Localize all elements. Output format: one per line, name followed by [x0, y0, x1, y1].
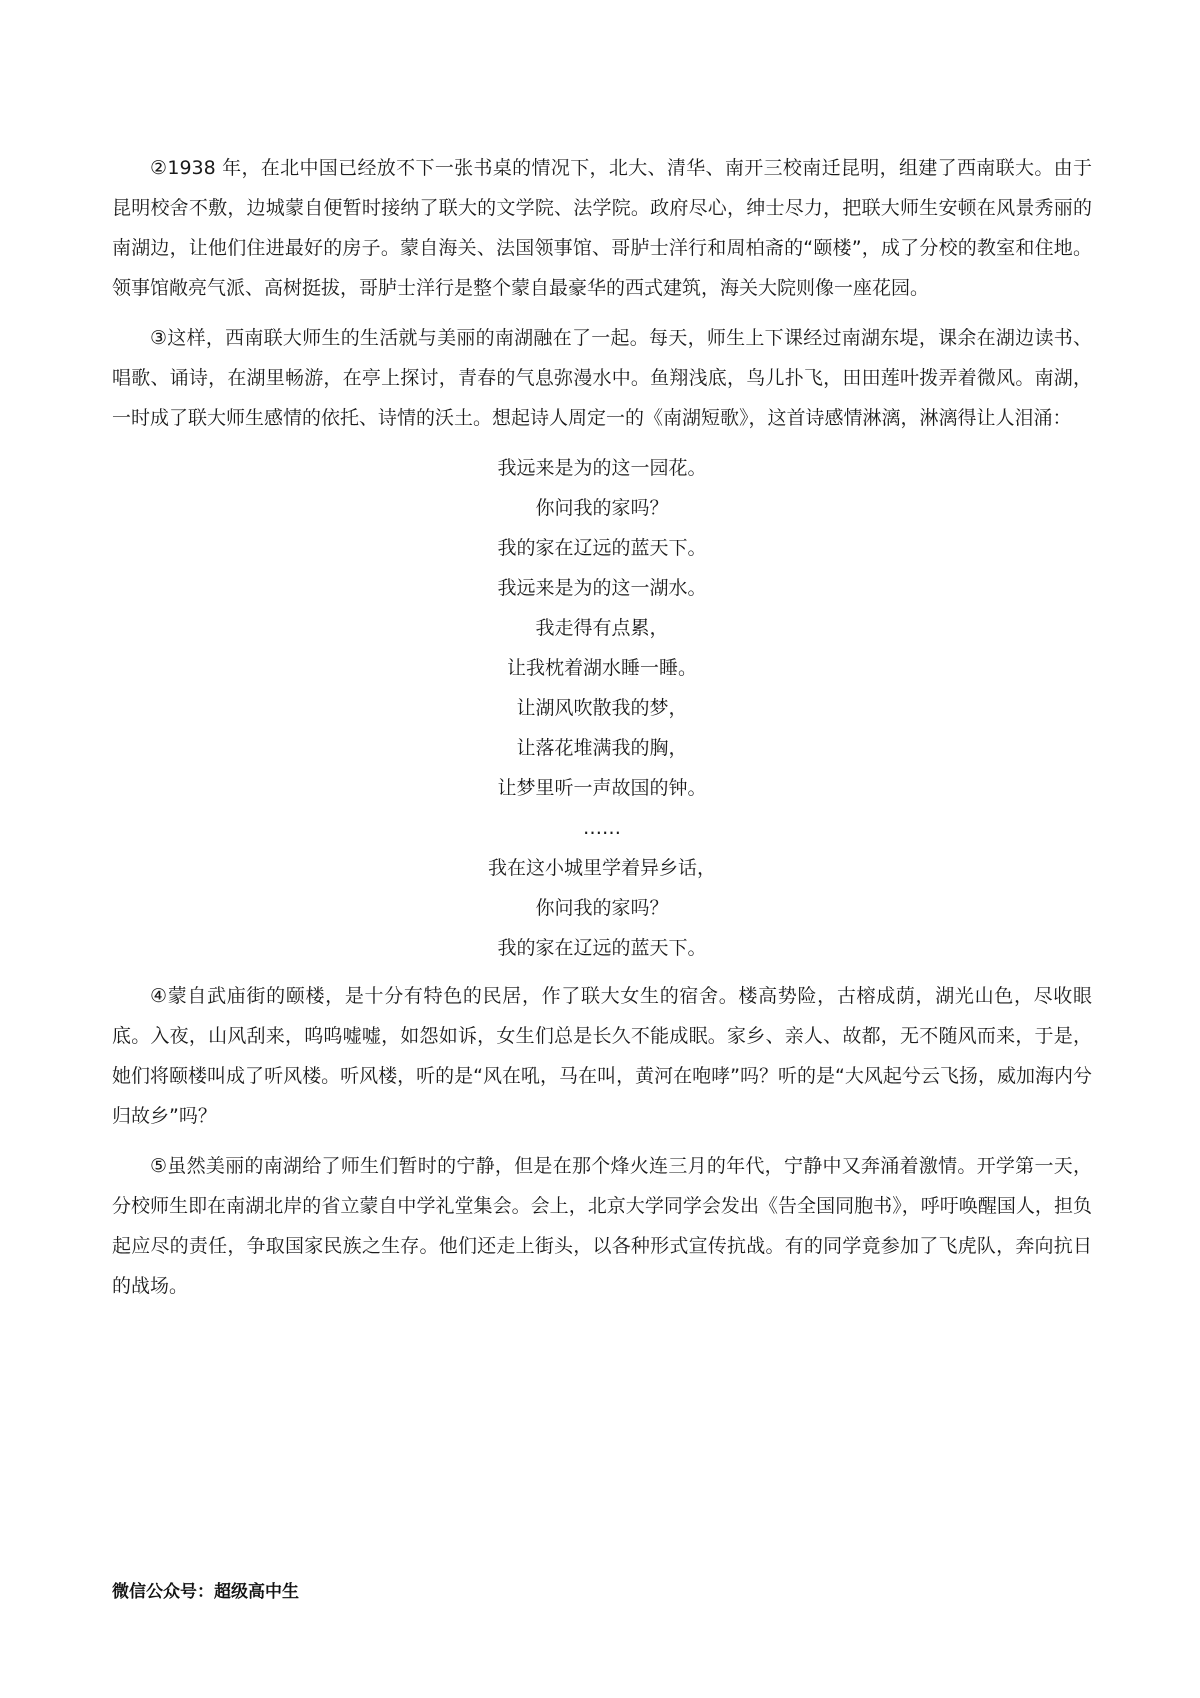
footer-wechat-account: 微信公众号：超级高中生 — [112, 1582, 299, 1602]
poem-line: 你问我的家吗？ — [535, 497, 669, 519]
poem-line: 你问我的家吗？ — [535, 897, 669, 919]
article-body — [112, 148, 1092, 1316]
poem-ellipsis: …… — [583, 817, 621, 839]
poem-line: 让我枕着湖水睡一睡。 — [506, 657, 697, 679]
poem-line: 我远来是为的这一湖水。 — [497, 577, 707, 599]
paragraph-5: ⑤虽然美丽的南湖给了师生们暂时的宁静，但是在那个烽火连三月的年代，宁静中又奔涌着激情。开学第一天，分校师生即在南湖北岸的省立蒙自中学礼堂集会。会上，北京大学同学会发出《告全国同胞书》，呼吁唤醒国人，担负起应尽的责任，争取国家民族之生存。他们还走上街头，以各种形式宣传抗战。有的同学竟参加了飞虎队，奔向抗日的战场。 — [112, 1155, 1092, 1297]
poem-line: 我远来是为的这一园花。 — [497, 457, 707, 479]
poem-line: 我走得有点累， — [535, 617, 669, 639]
poem-line: 我的家在辽远的蓝天下。 — [497, 537, 707, 559]
poem-line: 我的家在辽远的蓝天下。 — [497, 937, 707, 959]
paragraph-3: ③这样，西南联大师生的生活就与美丽的南湖融在了一起。每天，师生上下课经过南湖东堤，课余在湖边读书、唱歌、诵诗，在湖里畅游，在亭上探讨，青春的气息弥漫水中。鱼翔浅底，鸟儿扑飞，田田莲叶拨弄着微风。南湖，一时成了联大师生感情的依托、诗情的沃土。想起诗人周定一的《南湖短歌》，这首诗感情淋漓，淋漓得让人泪涌： — [112, 327, 1092, 429]
poem-line: 让湖风吹散我的梦， — [516, 697, 688, 719]
poem-line: 我在这小城里学着异乡话， — [487, 857, 716, 879]
paragraph-2: ②1938 年，在北中国已经放不下一张书桌的情况下，北大、清华、南开三校南迁昆明，组建了西南联大。由于昆明校舍不敷，边城蒙自便暂时接纳了联大的文学院、法学院。政府尽心，绅士尽力，把联大师生安顿在风景秀丽的南湖边，让他们住进最好的房子。蒙自海关、法国领事馆、哥胪士洋行和周柏斋的“颐楼”，成了分校的教室和住地。领事馆敞亮气派、高树挺拔，哥胪士洋行是整个蒙自最豪华的西式建筑，海关大院则像一座花园。 — [112, 157, 1092, 299]
poem-line: 让落花堆满我的胸， — [516, 737, 688, 759]
poem-nanhu-short-song — [112, 448, 1092, 968]
paragraph-4: ④蒙自武庙街的颐楼，是十分有特色的民居，作了联大女生的宿舍。楼高势险，古榕成荫，湖光山色，尽收眼底。入夜，山风刮来，呜呜嘘嘘，如怨如诉，女生们总是长久不能成眠。家乡、亲人、故都，无不随风而来，于是，她们将颐楼叫成了听风楼。听风楼，听的是“风在吼，马在叫，黄河在咆哮”吗？听的是“大风起兮云飞扬，威加海内兮归故乡”吗？ — [112, 985, 1092, 1127]
poem-line: 让梦里听一声故国的钟。 — [497, 777, 707, 799]
